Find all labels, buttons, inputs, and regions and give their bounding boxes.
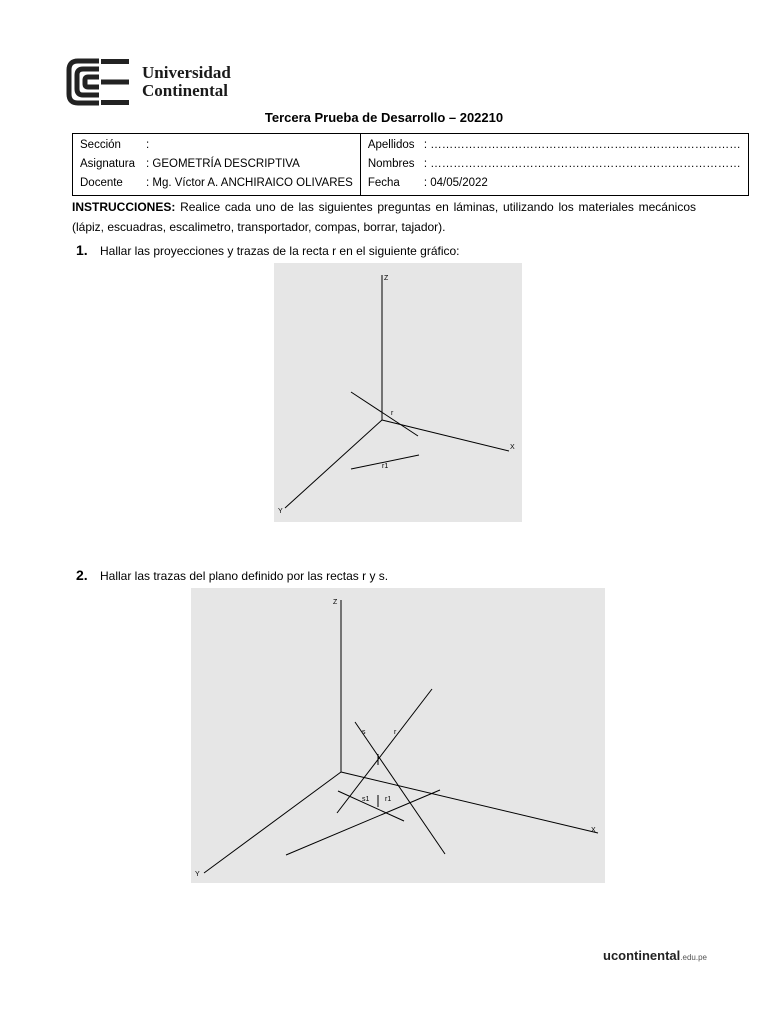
docente-value: : Mg. Víctor A. ANCHIRAICO OLIVARES	[146, 177, 353, 189]
fig2-line-s1	[338, 791, 404, 821]
question-2-number: 2.	[76, 567, 88, 583]
apellidos-label: Apellidos	[367, 139, 415, 151]
fig2-line-s	[355, 722, 445, 854]
fig1-label-z: Z	[384, 275, 389, 282]
figure-2-drawing	[191, 588, 605, 883]
question-1-text: Hallar las proyecciones y trazas de la recta r en el siguiente gráfico:	[100, 244, 460, 258]
info-right-cell	[360, 134, 748, 196]
fig2-label-r: r	[394, 729, 397, 736]
logo-line-2: Continental	[142, 81, 228, 100]
docente-label: Docente	[80, 177, 123, 189]
fig1-label-r: r	[391, 410, 394, 417]
nombres-value: : ………………………………………………………………………	[423, 158, 741, 170]
question-2-text: Hallar las trazas del plano definido por las rectas r y s.	[100, 569, 389, 583]
fig2-label-z: Z	[333, 599, 338, 606]
fig2-label-r1: r1	[385, 796, 392, 803]
instructions	[72, 197, 696, 237]
question-1	[76, 242, 460, 258]
question-1-number: 1.	[76, 242, 88, 258]
fecha-label: Fecha	[367, 177, 400, 189]
figure-1	[274, 263, 522, 522]
seccion-value: :	[146, 139, 150, 151]
fig1-line-r	[351, 392, 418, 436]
university-logo	[66, 58, 256, 108]
fig2-label-x: X	[591, 827, 596, 834]
fig1-label-x: X	[510, 444, 515, 451]
fig2-x-axis	[341, 772, 598, 833]
footer-brand	[603, 948, 707, 963]
fig2-label-y: Y	[195, 871, 200, 878]
fig2-label-s1: s1	[362, 796, 370, 803]
university-logo-icon	[66, 58, 132, 106]
instructions-label: INSTRUCCIONES:	[72, 200, 176, 214]
fig2-line-r	[337, 689, 432, 813]
apellidos-value: : ………………………………………………………………………	[423, 139, 741, 151]
fecha-value: : 04/05/2022	[423, 177, 488, 189]
question-2	[76, 567, 388, 583]
asignatura-label: Asignatura	[80, 158, 135, 170]
document-title: Tercera Prueba de Desarrollo – 202210	[264, 110, 504, 125]
fig2-y-axis	[204, 772, 341, 873]
footer-domain: .edu.pe	[680, 953, 707, 962]
figure-1-drawing	[274, 263, 522, 522]
fig1-y-axis	[285, 420, 382, 508]
nombres-label: Nombres	[367, 158, 415, 170]
footer-brand-name: ucontinental	[603, 948, 681, 963]
fig1-label-r1: r1	[382, 463, 389, 470]
instructions-text: Realice cada uno de las siguientes preguntas en láminas, utilizando los materiales mecánicos (lápiz, escuadras, escalimetro, transportador, compas, borrar, tajador).	[72, 200, 696, 234]
info-table	[72, 133, 749, 196]
logo-line-1: Universidad	[142, 63, 231, 82]
fig1-label-y: Y	[278, 508, 283, 515]
figure-2	[191, 588, 605, 883]
asignatura-value: : GEOMETRÍA DESCRIPTIVA	[146, 158, 300, 170]
seccion-label: Sección	[80, 139, 121, 151]
fig2-label-s: s	[362, 729, 366, 736]
info-left-cell	[73, 134, 361, 196]
